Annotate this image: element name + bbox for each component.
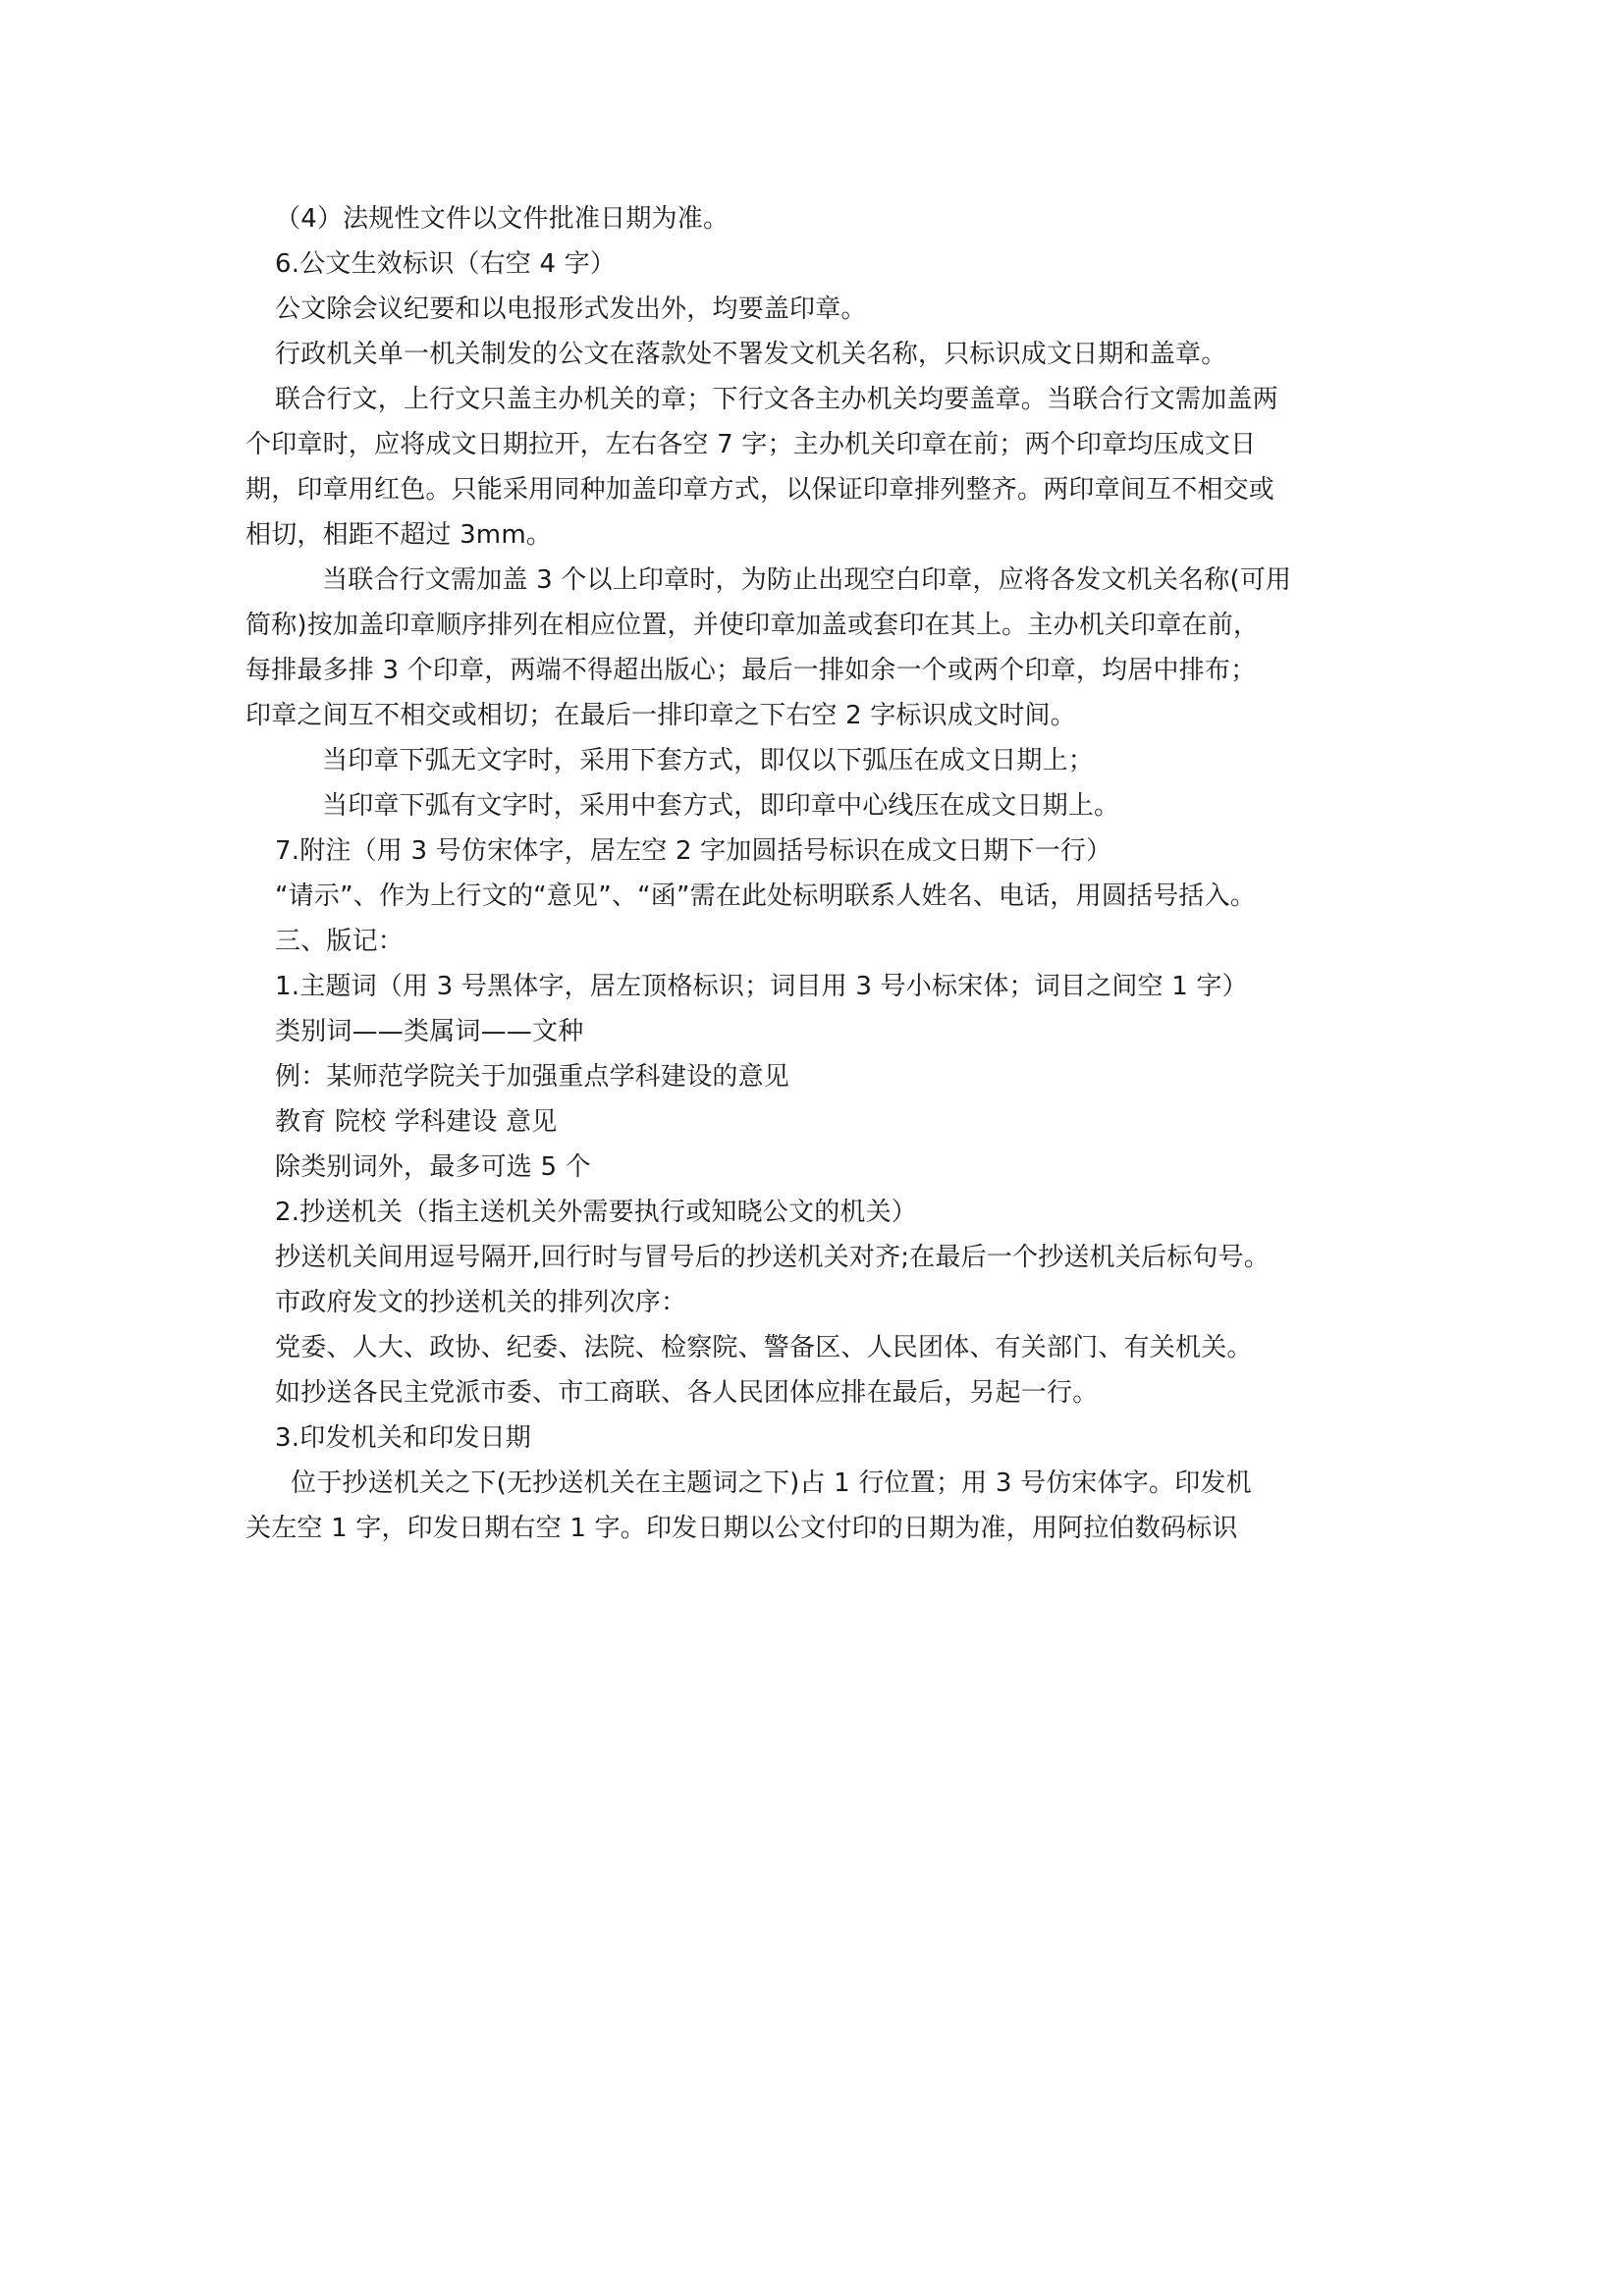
section-heading: 7.附注（用 3 号仿宋体字，居左空 2 字加圆括号标识在成文日期下一行） [275,836,1112,866]
paragraph-line: 简称)按加盖印章顺序排列在相应位置，并使印章加盖或套印在其上。主办机关印章在前， [245,611,1260,640]
paragraph-line: 联合行文，上行文只盖主办机关的章；下行文各主办机关均要盖章。当联合行文需加盖两 [275,385,1278,414]
paragraph-line: （4）法规性文件以文件批准日期为准。 [275,204,730,234]
paragraph-line: 教育 院校 学科建设 意见 [275,1107,558,1137]
paragraph-line: 印章之间互不相交或相切；在最后一排印章之下右空 2 字标识成文时间。 [245,701,1076,730]
paragraph-line: 如抄送各民主党派市委、市工商联、各人民团体应排在最后，另起一行。 [275,1378,1099,1408]
paragraph-line: 每排最多排 3 个印章，两端不得超出版心；最后一排如余一个或两个印章，均居中排布； [245,656,1257,685]
paragraph-line: 当联合行文需加盖 3 个以上印章时，为防止出现空白印章，应将各发文机关名称(可用 [322,565,1292,595]
document-body [245,196,1384,1551]
paragraph-line: 公文除会议纪要和以电报形式发出外，均要盖印章。 [275,294,867,324]
paragraph-line: 当印章下弧无文字时，采用下套方式，即仅以下弧压在成文日期上； [322,746,1095,775]
paragraph-line: 相切，相距不超过 3mm。 [245,520,553,550]
paragraph-line: 党委、人大、政协、纪委、法院、检察院、警备区、人民团体、有关部门、有关机关。 [275,1333,1253,1362]
paragraph-line: 例：某师范学院关于加强重点学科建设的意见 [275,1062,790,1092]
paragraph-line: 关左空 1 字，印发日期右空 1 字。印发日期以公文付印的日期为准，用阿拉伯数码标识 [245,1514,1238,1543]
paragraph-line: 位于抄送机关之下(无抄送机关在主题词之下)占 1 行位置；用 3 号仿宋体字。印发机 [291,1468,1252,1498]
paragraph-line: 行政机关单一机关制发的公文在落款处不署发文机关名称，只标识成文日期和盖章。 [275,340,1227,369]
section-heading: 1.主题词（用 3 号黑体字，居左顶格标识；词目用 3 号小标宋体；词目之间空 1 字） [275,972,1248,1001]
section-heading: 2.抄送机关（指主送机关外需要执行或知晓公文的机关） [275,1198,918,1227]
paragraph-line: 除类别词外，最多可选 5 个 [275,1152,591,1182]
paragraph-line: 市政府发文的抄送机关的排列次序： [275,1288,687,1317]
paragraph-line: 期，印章用红色。只能采用同种加盖印章方式，以保证印章排列整齐。两印章间互不相交或 [245,475,1275,505]
paragraph-line: 当印章下弧有文字时，采用中套方式，即印章中心线压在成文日期上。 [322,791,1120,821]
paragraph-line: 抄送机关间用逗号隔开,回行时与冒号后的抄送机关对齐;在最后一个抄送机关后标句号。 [275,1243,1271,1272]
paragraph-line: 类别词——类属词——文种 [275,1017,584,1046]
section-heading: 3.印发机关和印发日期 [275,1423,532,1453]
section-heading: 6.公文生效标识（右空 4 字） [275,249,617,279]
paragraph-line: 个印章时，应将成文日期拉开，左右各空 7 字；主办机关印章在前；两个印章均压成文日 [245,430,1257,459]
paragraph-line: “请示”、作为上行文的“意见”、“函”需在此处标明联系人姓名、电话，用圆括号括入。 [275,881,1257,911]
section-heading: 三、版记： [275,927,405,956]
